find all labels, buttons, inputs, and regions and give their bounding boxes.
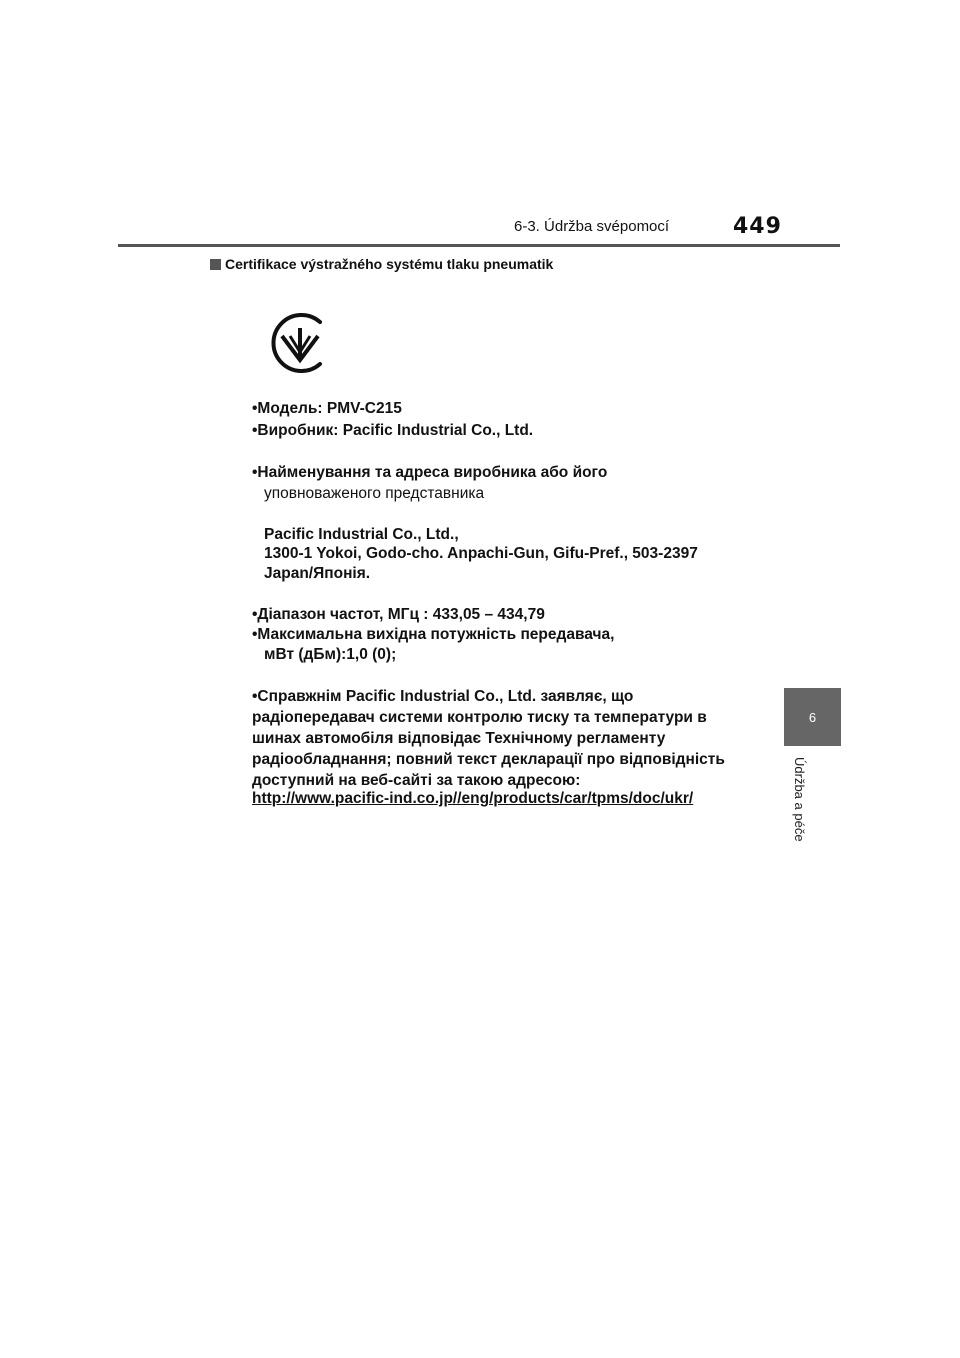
cert-model: •Модель: PMV-C215 [252,400,402,417]
cert-declaration-5: доступний на веб-сайті за такою адресою: [252,772,581,789]
chapter-number: 6 [808,709,817,725]
cert-name-address-heading-2: уповноваженого представника [264,485,485,502]
cert-power-2: мВт (дБм):1,0 (0); [264,646,397,663]
section-heading-text: Certifikace výstražného systému tlaku pneumatik [225,256,554,272]
cert-url-link[interactable]: http://www.pacific-ind.co.jp//eng/products/car/tpms/doc/ukr/ [252,790,694,807]
section-heading [210,256,553,272]
cert-country: Japan/Японія. [264,565,371,582]
cert-frequency: •Діапазон частот, МГц : 433,05 – 434,79 [252,606,545,623]
header-section-title: 6-3. Údržba svépomocí [514,218,670,235]
chapter-label: Údržba a péče [792,757,807,842]
cert-power-1: •Максимальна вихідна потужність передавача, [252,626,615,643]
cert-company: Pacific Industrial Co., Ltd., [264,526,459,543]
page-number: 449 [733,214,782,239]
square-bullet-icon [210,259,221,270]
cert-declaration-4: радіообладнання; повний текст декларації про відповідність [252,751,725,768]
header-divider [118,244,840,247]
cert-address: 1300-1 Yokoi, Godo-cho. Anpachi-Gun, Gifu-Pref., 503-2397 [264,545,698,562]
ukrainian-conformity-mark-icon [268,308,332,378]
cert-declaration-2: радіопередавач системи контролю тиску та температури в [252,709,707,726]
cert-manufacturer: •Виробник: Pacific Industrial Co., Ltd. [252,422,534,439]
cert-declaration-3: шинах автомобіля відповідає Технічному регламенту [252,730,666,747]
cert-name-address-heading-1: •Найменування та адреса виробника або його [252,464,608,481]
cert-declaration-1: •Справжнім Pacific Industrial Co., Ltd. заявляє, що [252,688,634,705]
chapter-tab[interactable] [784,688,841,746]
